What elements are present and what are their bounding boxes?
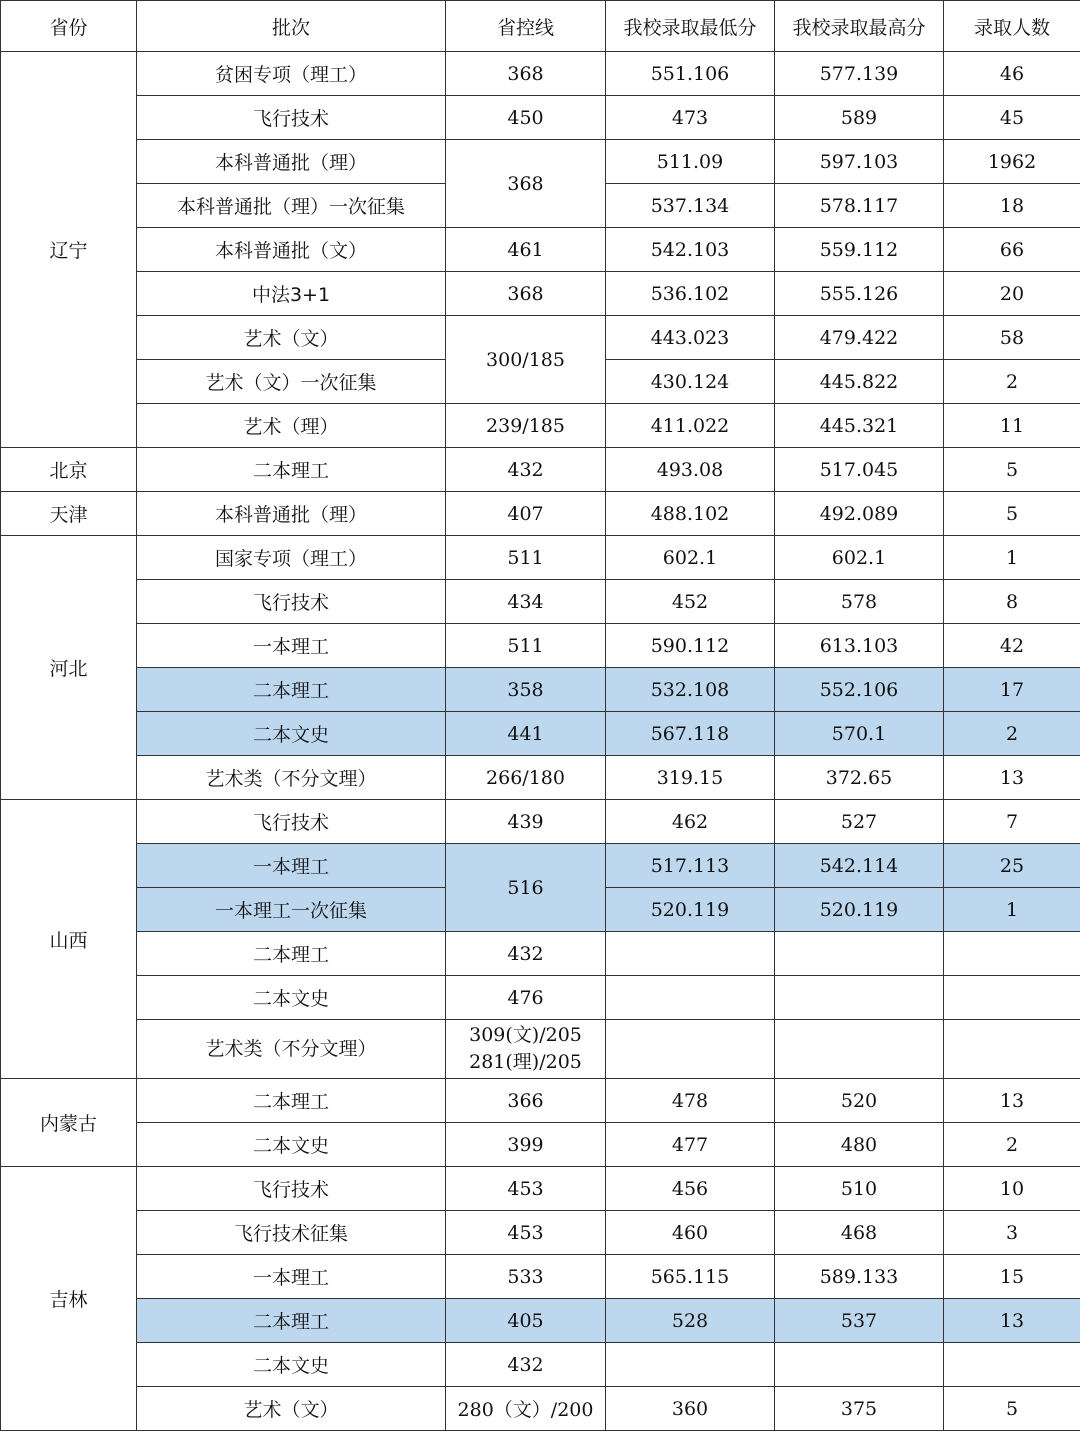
control-line-cell: 461 [446, 228, 606, 272]
table-row [1, 52, 1080, 96]
min-score-cell: 590.112 [606, 624, 775, 668]
max-score-cell: 468 [775, 1211, 944, 1255]
max-score-cell [775, 932, 944, 976]
max-score-cell: 479.422 [775, 316, 944, 360]
control-line-cell: 368 [446, 140, 606, 228]
table-row [1, 492, 1080, 536]
batch-cell: 国家专项（理工） [137, 536, 446, 580]
col-header-min-score: 我校录取最低分 [606, 1, 775, 52]
batch-cell: 本科普通批（理）一次征集 [137, 184, 446, 228]
max-score-cell: 555.126 [775, 272, 944, 316]
batch-cell: 艺术类（不分文理） [137, 756, 446, 800]
batch-cell: 飞行技术征集 [137, 1211, 446, 1255]
max-score-cell: 613.103 [775, 624, 944, 668]
table-row [1, 1387, 1080, 1431]
count-cell: 58 [944, 316, 1080, 360]
province-cell-liaoning: 辽宁 [1, 52, 137, 448]
control-line-cell: 239/185 [446, 404, 606, 448]
col-header-control-line: 省控线 [446, 1, 606, 52]
count-cell: 15 [944, 1255, 1080, 1299]
min-score-cell: 430.124 [606, 360, 775, 404]
control-line-cell: 280（文）/200 [446, 1387, 606, 1431]
min-score-cell: 473 [606, 96, 775, 140]
min-score-cell: 565.115 [606, 1255, 775, 1299]
control-line-cell: 266/180 [446, 756, 606, 800]
max-score-cell: 372.65 [775, 756, 944, 800]
max-score-cell: 537 [775, 1299, 944, 1343]
count-cell [944, 1020, 1080, 1079]
batch-cell: 艺术（文）一次征集 [137, 360, 446, 404]
min-score-cell: 477 [606, 1123, 775, 1167]
min-score-cell: 319.15 [606, 756, 775, 800]
batch-cell: 本科普通批（文） [137, 228, 446, 272]
min-score-cell: 532.108 [606, 668, 775, 712]
count-cell [944, 932, 1080, 976]
table-row [1, 1123, 1080, 1167]
table-row-highlighted [1, 712, 1080, 756]
max-score-cell [775, 1343, 944, 1387]
min-score-cell: 460 [606, 1211, 775, 1255]
max-score-cell: 589.133 [775, 1255, 944, 1299]
control-line-cell: 432 [446, 1343, 606, 1387]
count-cell [944, 1343, 1080, 1387]
count-cell: 1 [944, 536, 1080, 580]
table-row [1, 1343, 1080, 1387]
table-row [1, 1167, 1080, 1211]
control-line-cell: 476 [446, 976, 606, 1020]
batch-cell: 飞行技术 [137, 1167, 446, 1211]
table-row [1, 536, 1080, 580]
table-row-highlighted [1, 844, 1080, 888]
batch-cell: 一本理工一次征集 [137, 888, 446, 932]
table-row [1, 316, 1080, 360]
max-score-cell: 527 [775, 800, 944, 844]
count-cell: 17 [944, 668, 1080, 712]
min-score-cell: 478 [606, 1079, 775, 1123]
col-header-max-score: 我校录取最高分 [775, 1, 944, 52]
table-row-highlighted [1, 1299, 1080, 1343]
count-cell: 2 [944, 712, 1080, 756]
control-line-cell: 533 [446, 1255, 606, 1299]
count-cell: 46 [944, 52, 1080, 96]
batch-cell: 本科普通批（理） [137, 140, 446, 184]
control-line-cell: 399 [446, 1123, 606, 1167]
batch-cell: 二本理工 [137, 1079, 446, 1123]
province-cell-beijing: 北京 [1, 448, 137, 492]
table-row [1, 1020, 1080, 1079]
control-line-cell: 358 [446, 668, 606, 712]
count-cell: 13 [944, 1079, 1080, 1123]
max-score-cell: 602.1 [775, 536, 944, 580]
batch-cell: 二本文史 [137, 1343, 446, 1387]
table-row [1, 1211, 1080, 1255]
col-header-batch: 批次 [137, 1, 446, 52]
min-score-cell: 511.09 [606, 140, 775, 184]
batch-cell: 贫困专项（理工） [137, 52, 446, 96]
batch-cell: 二本文史 [137, 712, 446, 756]
batch-cell: 二本理工 [137, 932, 446, 976]
control-line-cell: 434 [446, 580, 606, 624]
min-score-cell: 456 [606, 1167, 775, 1211]
min-score-cell [606, 1343, 775, 1387]
batch-cell: 艺术类（不分文理） [137, 1020, 446, 1079]
max-score-cell: 520.119 [775, 888, 944, 932]
min-score-cell: 537.134 [606, 184, 775, 228]
control-line-cell: 511 [446, 536, 606, 580]
table-row [1, 1255, 1080, 1299]
count-cell: 8 [944, 580, 1080, 624]
control-line-cell: 366 [446, 1079, 606, 1123]
table-row [1, 580, 1080, 624]
min-score-cell: 462 [606, 800, 775, 844]
control-line-cell: 405 [446, 1299, 606, 1343]
batch-cell: 二本理工 [137, 668, 446, 712]
count-cell: 2 [944, 1123, 1080, 1167]
col-header-admit-count: 录取人数 [944, 1, 1080, 52]
min-score-cell: 360 [606, 1387, 775, 1431]
province-cell-shanxi: 山西 [1, 800, 137, 1079]
min-score-cell [606, 1020, 775, 1079]
count-cell: 13 [944, 756, 1080, 800]
count-cell: 10 [944, 1167, 1080, 1211]
batch-cell: 二本文史 [137, 976, 446, 1020]
max-score-cell: 577.139 [775, 52, 944, 96]
batch-cell: 二本文史 [137, 1123, 446, 1167]
min-score-cell [606, 976, 775, 1020]
table-row [1, 756, 1080, 800]
table-row [1, 800, 1080, 844]
max-score-cell: 552.106 [775, 668, 944, 712]
max-score-cell: 480 [775, 1123, 944, 1167]
max-score-cell [775, 976, 944, 1020]
min-score-cell: 443.023 [606, 316, 775, 360]
control-line-text: 281(理)/205 [469, 1051, 582, 1073]
min-score-cell: 452 [606, 580, 775, 624]
max-score-cell: 597.103 [775, 140, 944, 184]
batch-cell: 飞行技术 [137, 96, 446, 140]
count-cell: 7 [944, 800, 1080, 844]
control-line-cell: 300/185 [446, 316, 606, 404]
control-line-cell: 439 [446, 800, 606, 844]
batch-cell: 飞行技术 [137, 800, 446, 844]
batch-cell: 艺术（理） [137, 404, 446, 448]
table-row [1, 96, 1080, 140]
table-row [1, 228, 1080, 272]
batch-cell: 一本理工 [137, 624, 446, 668]
max-score-cell: 445.822 [775, 360, 944, 404]
count-cell: 42 [944, 624, 1080, 668]
min-score-cell: 517.113 [606, 844, 775, 888]
header-row [1, 1, 1080, 52]
min-score-cell: 411.022 [606, 404, 775, 448]
count-cell: 1962 [944, 140, 1080, 184]
count-cell: 66 [944, 228, 1080, 272]
min-score-cell: 567.118 [606, 712, 775, 756]
batch-cell: 艺术（文） [137, 316, 446, 360]
batch-cell: 中法3+1 [137, 272, 446, 316]
min-score-cell: 536.102 [606, 272, 775, 316]
max-score-cell: 542.114 [775, 844, 944, 888]
max-score-cell: 570.1 [775, 712, 944, 756]
table-row [1, 932, 1080, 976]
control-line-cell: 453 [446, 1167, 606, 1211]
control-line-cell: 516 [446, 844, 606, 932]
control-line-cell: 407 [446, 492, 606, 536]
control-line-cell: 450 [446, 96, 606, 140]
max-score-cell: 375 [775, 1387, 944, 1431]
control-line-cell: 368 [446, 52, 606, 96]
count-cell: 11 [944, 404, 1080, 448]
min-score-cell: 528 [606, 1299, 775, 1343]
control-line-cell: 511 [446, 624, 606, 668]
max-score-cell: 578 [775, 580, 944, 624]
count-cell: 20 [944, 272, 1080, 316]
max-score-cell: 510 [775, 1167, 944, 1211]
control-line-cell: 432 [446, 448, 606, 492]
count-cell: 5 [944, 492, 1080, 536]
count-cell: 1 [944, 888, 1080, 932]
count-cell: 25 [944, 844, 1080, 888]
province-cell-jilin: 吉林 [1, 1167, 137, 1431]
batch-cell: 本科普通批（理） [137, 492, 446, 536]
batch-cell: 一本理工 [137, 1255, 446, 1299]
table-row [1, 448, 1080, 492]
col-header-province: 省份 [1, 1, 137, 52]
min-score-cell: 493.08 [606, 448, 775, 492]
max-score-cell [775, 1020, 944, 1079]
batch-cell: 艺术（文） [137, 1387, 446, 1431]
control-line-text: 309(文)/205 [469, 1024, 582, 1046]
table-row [1, 624, 1080, 668]
table-row [1, 1079, 1080, 1123]
table-row-highlighted [1, 668, 1080, 712]
min-score-cell: 488.102 [606, 492, 775, 536]
control-line-cell: 453 [446, 1211, 606, 1255]
max-score-cell: 589 [775, 96, 944, 140]
max-score-cell: 445.321 [775, 404, 944, 448]
max-score-cell: 559.112 [775, 228, 944, 272]
table-row [1, 404, 1080, 448]
table-row [1, 976, 1080, 1020]
count-cell [944, 976, 1080, 1020]
batch-cell: 二本理工 [137, 448, 446, 492]
count-cell: 2 [944, 360, 1080, 404]
count-cell: 45 [944, 96, 1080, 140]
control-line-cell: 441 [446, 712, 606, 756]
min-score-cell: 542.103 [606, 228, 775, 272]
batch-cell: 二本理工 [137, 1299, 446, 1343]
max-score-cell: 520 [775, 1079, 944, 1123]
max-score-cell: 492.089 [775, 492, 944, 536]
max-score-cell: 517.045 [775, 448, 944, 492]
count-cell: 5 [944, 448, 1080, 492]
count-cell: 3 [944, 1211, 1080, 1255]
count-cell: 5 [944, 1387, 1080, 1431]
table-row [1, 140, 1080, 184]
control-line-cell [446, 1020, 606, 1079]
table-row [1, 272, 1080, 316]
province-cell-hebei: 河北 [1, 536, 137, 800]
min-score-cell: 602.1 [606, 536, 775, 580]
count-cell: 13 [944, 1299, 1080, 1343]
batch-cell: 飞行技术 [137, 580, 446, 624]
count-cell: 18 [944, 184, 1080, 228]
min-score-cell: 551.106 [606, 52, 775, 96]
min-score-cell [606, 932, 775, 976]
province-cell-tianjin: 天津 [1, 492, 137, 536]
control-line-cell: 368 [446, 272, 606, 316]
control-line-cell: 432 [446, 932, 606, 976]
min-score-cell: 520.119 [606, 888, 775, 932]
batch-cell: 一本理工 [137, 844, 446, 888]
province-cell-neimenggu: 内蒙古 [1, 1079, 137, 1167]
max-score-cell: 578.117 [775, 184, 944, 228]
